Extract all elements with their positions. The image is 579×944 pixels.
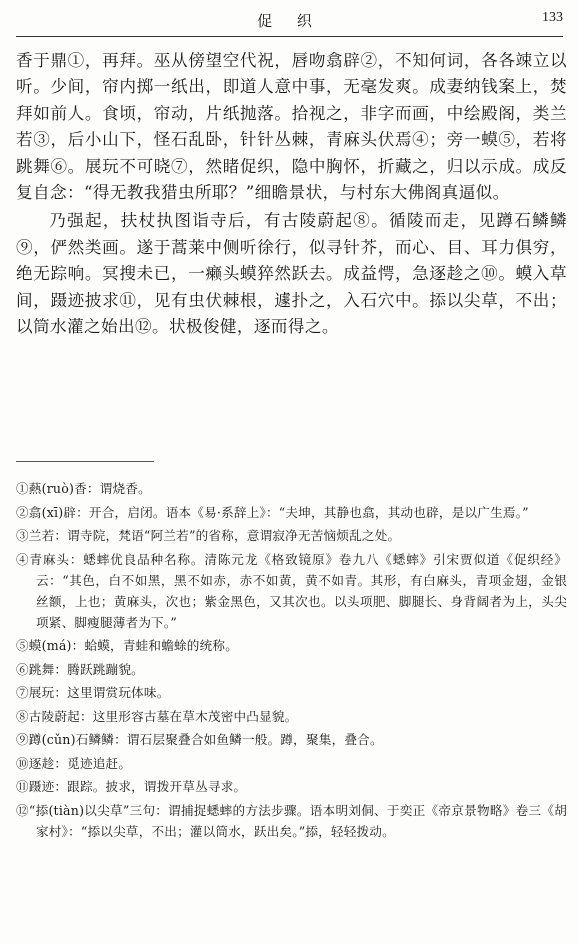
header-title: 促 织 bbox=[257, 12, 322, 30]
footnote-5: ⑤蟆(má)：蛤蟆，青蛙和蟾蜍的统称。 bbox=[16, 638, 238, 653]
footnote-8: ⑧古陵蔚起：这里形容古墓在草木茂密中凸显貌。 bbox=[16, 708, 298, 724]
footnote-4: ④青麻头：蟋蟀优良品种名称。清陈元龙《格致镜原》卷九八《蟋蟀》引宋贾似道《促织经》云：“其色，白不如黑，黑不如赤，赤不如黄，黄不如青。其形，有白麻头，青项金翅，金银丝额，上也；黄麻头，次也；紫金黑色，又其次也。以头项肥、脚腿长、身背阔者为上，头尖项紧、脚瘦腿薄者为下。” bbox=[16, 551, 567, 630]
footnote-6: ⑥跳舞：腾跃跳蹦貌。 bbox=[16, 661, 144, 677]
footnote-11: ⑪蹑迹：跟踪。披求，谓拨开草丛寻求。 bbox=[16, 779, 247, 794]
footnote-9: ⑨蹲(cǔn)石鳞鳞：谓石层聚叠合如鱼鳞一般。蹲，聚集，叠合。 bbox=[16, 732, 383, 747]
main-text bbox=[16, 48, 567, 340]
footnote-3: ③兰若：谓寺院，梵语“阿兰若”的省称，意谓寂净无苦恼烦乱之处。 bbox=[16, 528, 401, 543]
footnote-1: ①爇(ruò)香：谓烧香。 bbox=[16, 481, 151, 496]
running-header bbox=[16, 0, 563, 37]
footnote-7: ⑦展玩：这里谓赏玩体味。 bbox=[16, 685, 170, 700]
footnote-divider bbox=[16, 461, 154, 462]
paragraph-1: 香于鼎①，再拜。巫从傍望空代祝，唇吻翕辟②，不知何词，各各竦立以听。少间，帘内掷一纸出，即道人意中事，无毫发爽。成妻纳钱案上，焚拜如前人。食顷，帘动，片纸抛落。拾视之，非字而画，中绘殿阁，类兰若③，后小山下，怪石乱卧，针针丛棘，青麻头伏焉④；旁一蟆⑤，若将跳舞⑥。展玩不可晓⑦，然睹促织，隐中胸怀，折藏之，归以示成。成反复自念：“得无教我猎虫所耶？”细瞻景状，与村东大佛阁真逼似。 bbox=[16, 51, 567, 203]
footnote-2: ②翕(xī)辟：开合，启闭。语本《易·系辞上》：“夫坤，其静也翕，其动也辟，是以广生焉。” bbox=[16, 504, 529, 520]
page-number: 133 bbox=[542, 10, 563, 25]
footnote-12: ⑫“掭(tiàn)以尖草”三句：谓捕捉蟋蟀的方法步骤。语本明刘侗、于奕正《帝京景物略》卷三《胡家村》：“掭以尖草，不出；灌以筒水，跃出矣。”掭，轻轻拨动。 bbox=[16, 802, 567, 839]
paragraph-2: 乃强起，扶杖执图诣寺后，有古陵蔚起⑧。循陵而走，见蹲石鳞鳞⑨，俨然类画。遂于蒿莱中侧听徐行，似寻针芥，而心、目、耳力俱穷，绝无踪响。冥搜未已，一癞头蟆猝然跃去。成益愕，急逐趁之⑩。蟆入草间，蹑迹披求⑪，见有虫伏棘根，遽扑之，入石穴中。掭以尖草，不出；以筒水灌之始出⑫。状极俊健，逐而得之。 bbox=[16, 211, 567, 337]
footnotes bbox=[16, 478, 567, 844]
footnote-10: ⑩逐趁：觅迹追赶。 bbox=[16, 755, 132, 771]
